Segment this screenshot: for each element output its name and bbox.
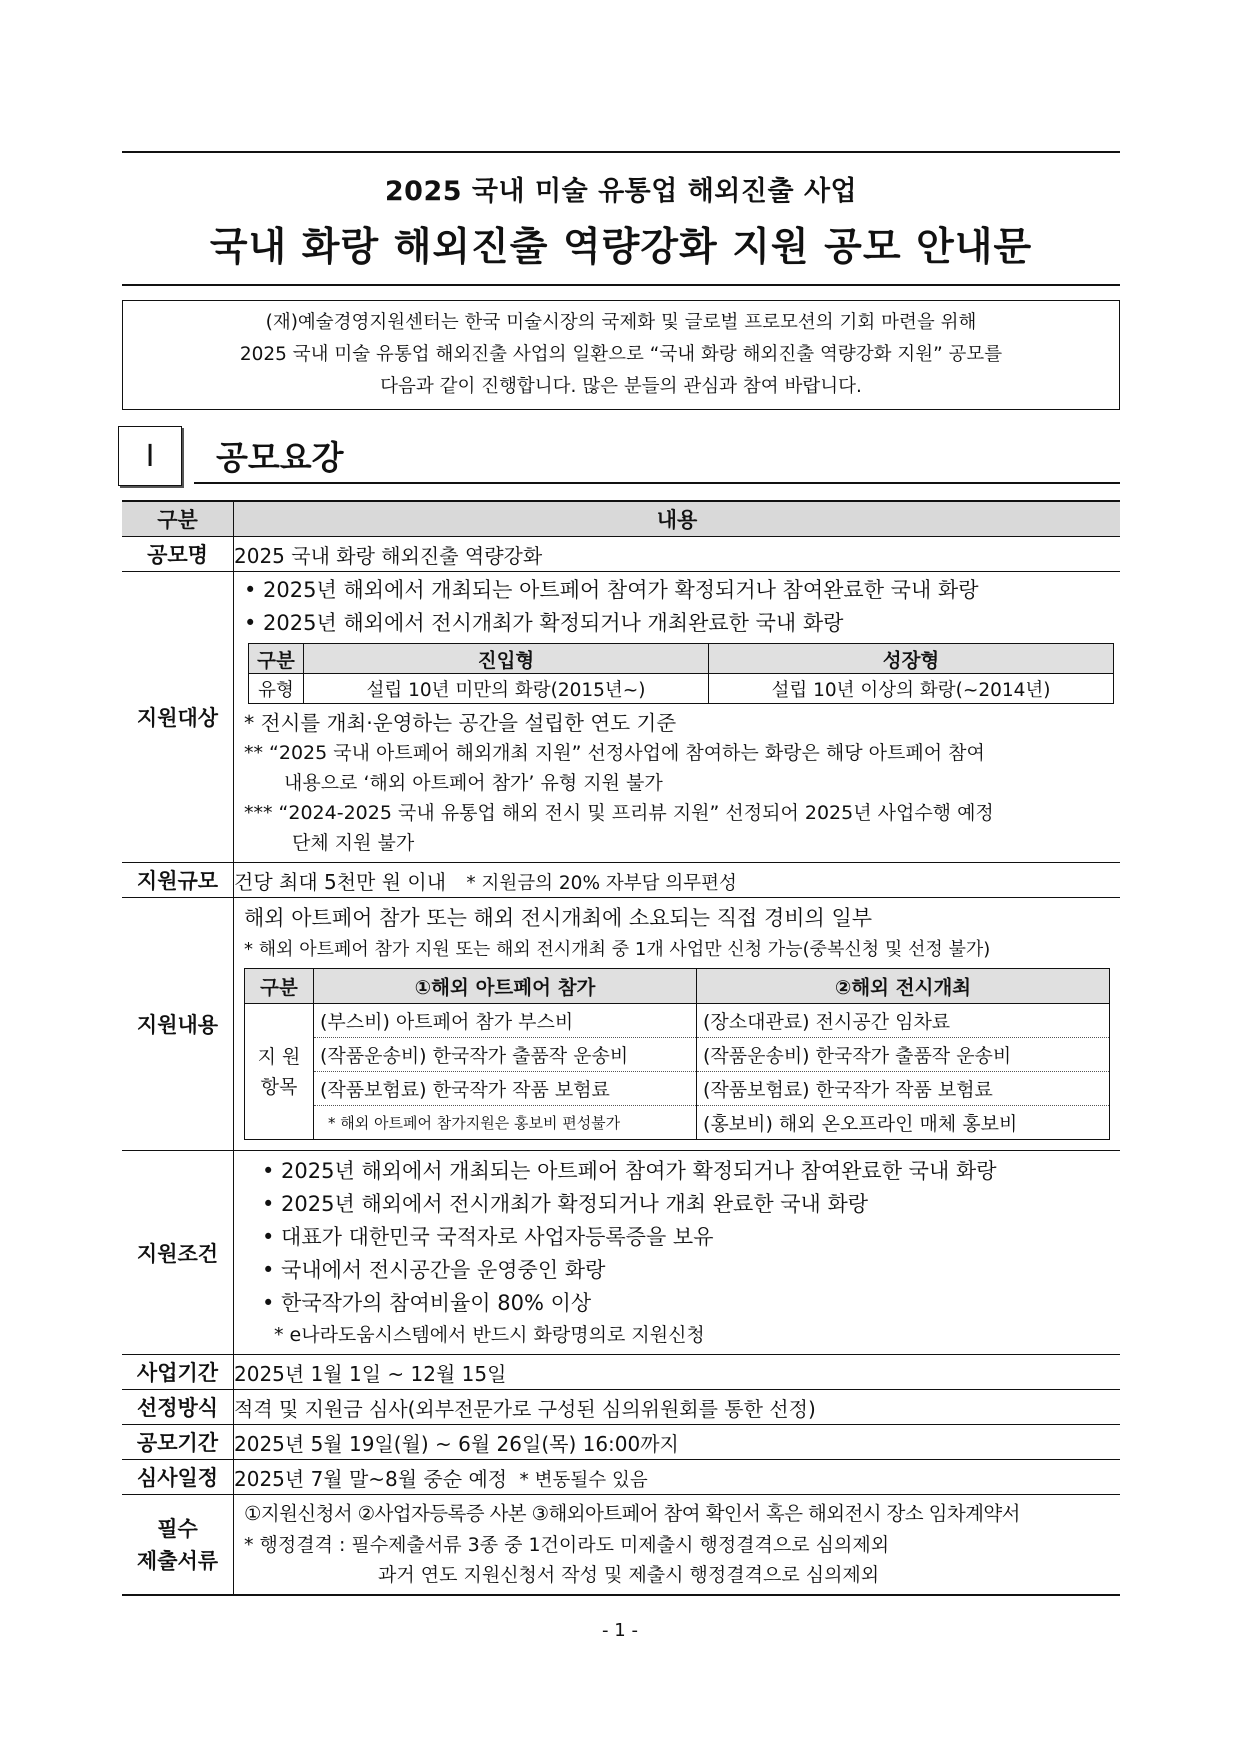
- row-label: 선정방식: [122, 1390, 234, 1425]
- document-title: 국내 화랑 해외진출 역량강화 지원 공모 안내문: [209, 225, 1033, 270]
- sub-cell: 설립 10년 미만의 화랑(2015년~): [304, 674, 709, 704]
- table-row-name: [122, 537, 1120, 572]
- top-rule: [122, 151, 1120, 153]
- expense-note: * 해외 아트페어 참가지원은 홍보비 편성불가: [314, 1106, 697, 1140]
- table-row-period: [122, 1355, 1120, 1390]
- table-row-recruit: [122, 1425, 1120, 1460]
- table-row-review: [122, 1460, 1120, 1495]
- bullet-item: • 국내에서 전시공간을 운영중인 화랑: [262, 1258, 606, 1282]
- expense-item: (작품보험료) 한국작가 작품 보험료: [314, 1072, 697, 1106]
- row-label: 사업기간: [122, 1355, 234, 1390]
- sub-cell: 설립 10년 이상의 화랑(~2014년): [709, 674, 1114, 704]
- type-subtable: [248, 643, 1114, 704]
- sub-cell: 유형: [249, 674, 304, 704]
- intro-line: 다음과 같이 진행합니다. 많은 분들의 관심과 참여 바랍니다.: [380, 376, 862, 397]
- sub-rowlabel: 항목: [260, 1075, 298, 1098]
- docs-line: ①지원신청서 ②사업자등록증 사본 ③해외아트페어 참여 확인서 혹은 해외전시 장소 임차계약서: [244, 1502, 1020, 1525]
- expense-item: (홍보비) 해외 온오프라인 매체 홍보비: [697, 1106, 1110, 1140]
- note-line: 단체 지원 불가: [292, 832, 415, 854]
- row-label: 심사일정: [122, 1460, 234, 1495]
- content-note: * 해외 아트페어 참가 지원 또는 해외 전시개최 중 1개 사업만 신청 가능(중복신청 및 선정 불가): [244, 939, 991, 960]
- note-line: 내용으로 ‘해외 아트페어 참가’ 유형 지원 불가: [284, 772, 663, 794]
- table-row-docs: [122, 1495, 1120, 1596]
- expense-item: (작품보험료) 한국작가 작품 보험료: [697, 1072, 1110, 1106]
- title-rule: [122, 284, 1120, 286]
- docs-note: 과거 연도 지원신청서 작성 및 제출시 행정결격으로 심의제외: [378, 1564, 880, 1586]
- expense-subtable: [244, 968, 1110, 1140]
- expense-item: (작품운송비) 한국작가 출품작 운송비: [697, 1038, 1110, 1072]
- content-line: 해외 아트페어 참가 또는 해외 전시개최에 소요되는 직접 경비의 일부: [244, 906, 873, 930]
- table-row-scale: [122, 863, 1120, 898]
- note-line: ** “2025 국내 아트페어 해외개최 지원” 선정사업에 참여하는 화랑은 해당 아트페어 참여: [244, 742, 985, 764]
- table-row-condition: [122, 1151, 1120, 1355]
- bullet-item: • 2025년 해외에서 전시개최가 확정되거나 개최완료한 국내 화랑: [244, 611, 844, 635]
- row-note: * 지원금의 20% 자부담 의무편성: [466, 872, 737, 894]
- intro-line: 2025 국내 미술 유통업 해외진출 사업의 일환으로 “국내 화랑 해외진출 역량강화 지원” 공모를: [239, 344, 1003, 365]
- document-supertitle: 2025 국내 미술 유통업 해외진출 사업: [384, 176, 858, 207]
- header-content: 내용: [234, 501, 1121, 537]
- section-title-bar: [194, 426, 1120, 484]
- section-title: 공모요강: [216, 438, 344, 477]
- table-row-content: [122, 898, 1120, 1151]
- row-label: 지원규모: [122, 863, 234, 898]
- row-value: 2025년 1월 1일 ~ 12월 15일: [234, 1355, 1121, 1390]
- sub-header: ②해외 전시개최: [697, 969, 1110, 1004]
- row-value: 건당 최대 5천만 원 이내: [234, 869, 447, 894]
- note-line: * 전시를 개최·운영하는 공간을 설립한 연도 기준: [244, 711, 677, 735]
- note-line: * e나라도움시스템에서 반드시 화랑명의로 지원신청: [274, 1324, 705, 1346]
- bullet-item: • 2025년 해외에서 개최되는 아트페어 참여가 확정되거나 참여완료한 국내 화랑: [262, 1159, 997, 1183]
- bullet-item: • 한국작가의 참여비율이 80% 이상: [262, 1291, 592, 1315]
- document-page: [122, 151, 1120, 1596]
- row-value: 2025년 5월 19일(월) ~ 6월 26일(목) 16:00까지: [234, 1425, 1121, 1460]
- bullet-item: • 대표가 대한민국 국적자로 사업자등록증을 보유: [262, 1225, 714, 1249]
- sub-header: 구분: [245, 969, 314, 1004]
- row-label: 지원조건: [122, 1151, 234, 1355]
- bullet-item: • 2025년 해외에서 개최되는 아트페어 참여가 확정되거나 참여완료한 국내 화랑: [244, 578, 979, 602]
- header-category: 구분: [122, 501, 234, 537]
- expense-item: (작품운송비) 한국작가 출품작 운송비: [314, 1038, 697, 1072]
- row-note: * 변동될수 있음: [519, 1469, 648, 1491]
- intro-line: (재)예술경영지원센터는 한국 미술시장의 국제화 및 글로벌 프로모션의 기회 마련을 위해: [265, 312, 977, 333]
- row-value: 2025 국내 화랑 해외진출 역량강화: [234, 537, 1121, 572]
- sub-header: 구분: [249, 644, 304, 674]
- expense-item: (부스비) 아트페어 참가 부스비: [314, 1004, 697, 1038]
- row-value: 적격 및 지원금 심사(외부전문가로 구성된 심의위원회를 통한 선정): [234, 1390, 1121, 1425]
- row-value: 2025년 7월 말~8월 중순 예정: [234, 1466, 508, 1491]
- info-table: [122, 500, 1120, 1596]
- page-number: - 1 -: [602, 1620, 638, 1641]
- sub-rowlabel: 지 원: [257, 1045, 301, 1068]
- intro-box: [122, 300, 1120, 410]
- section-heading: [122, 420, 1120, 486]
- row-label: 지원내용: [122, 898, 234, 1151]
- row-label: 지원대상: [122, 572, 234, 863]
- sub-header: 진입형: [304, 644, 709, 674]
- table-row-method: [122, 1390, 1120, 1425]
- table-row-target: [122, 572, 1120, 863]
- docs-note: * 행정결격 : 필수제출서류 3종 중 1건이라도 미제출시 행정결격으로 심의제외: [244, 1534, 890, 1556]
- section-number: Ⅰ: [118, 426, 182, 486]
- bullet-item: • 2025년 해외에서 전시개최가 확정되거나 개최 완료한 국내 화랑: [262, 1192, 869, 1216]
- expense-item: (장소대관료) 전시공간 임차료: [697, 1004, 1110, 1038]
- row-label: 공모명: [122, 537, 234, 572]
- sub-header: 성장형: [709, 644, 1114, 674]
- sub-header: ①해외 아트페어 참가: [314, 969, 697, 1004]
- table-header-row: [122, 501, 1120, 537]
- note-line: *** “2024-2025 국내 유통업 해외 전시 및 프리뷰 지원” 선정되어 2025년 사업수행 예정: [244, 802, 994, 824]
- row-label: 필수: [157, 1516, 198, 1541]
- row-label: 제출서류: [136, 1548, 219, 1573]
- row-label: 공모기간: [122, 1425, 234, 1460]
